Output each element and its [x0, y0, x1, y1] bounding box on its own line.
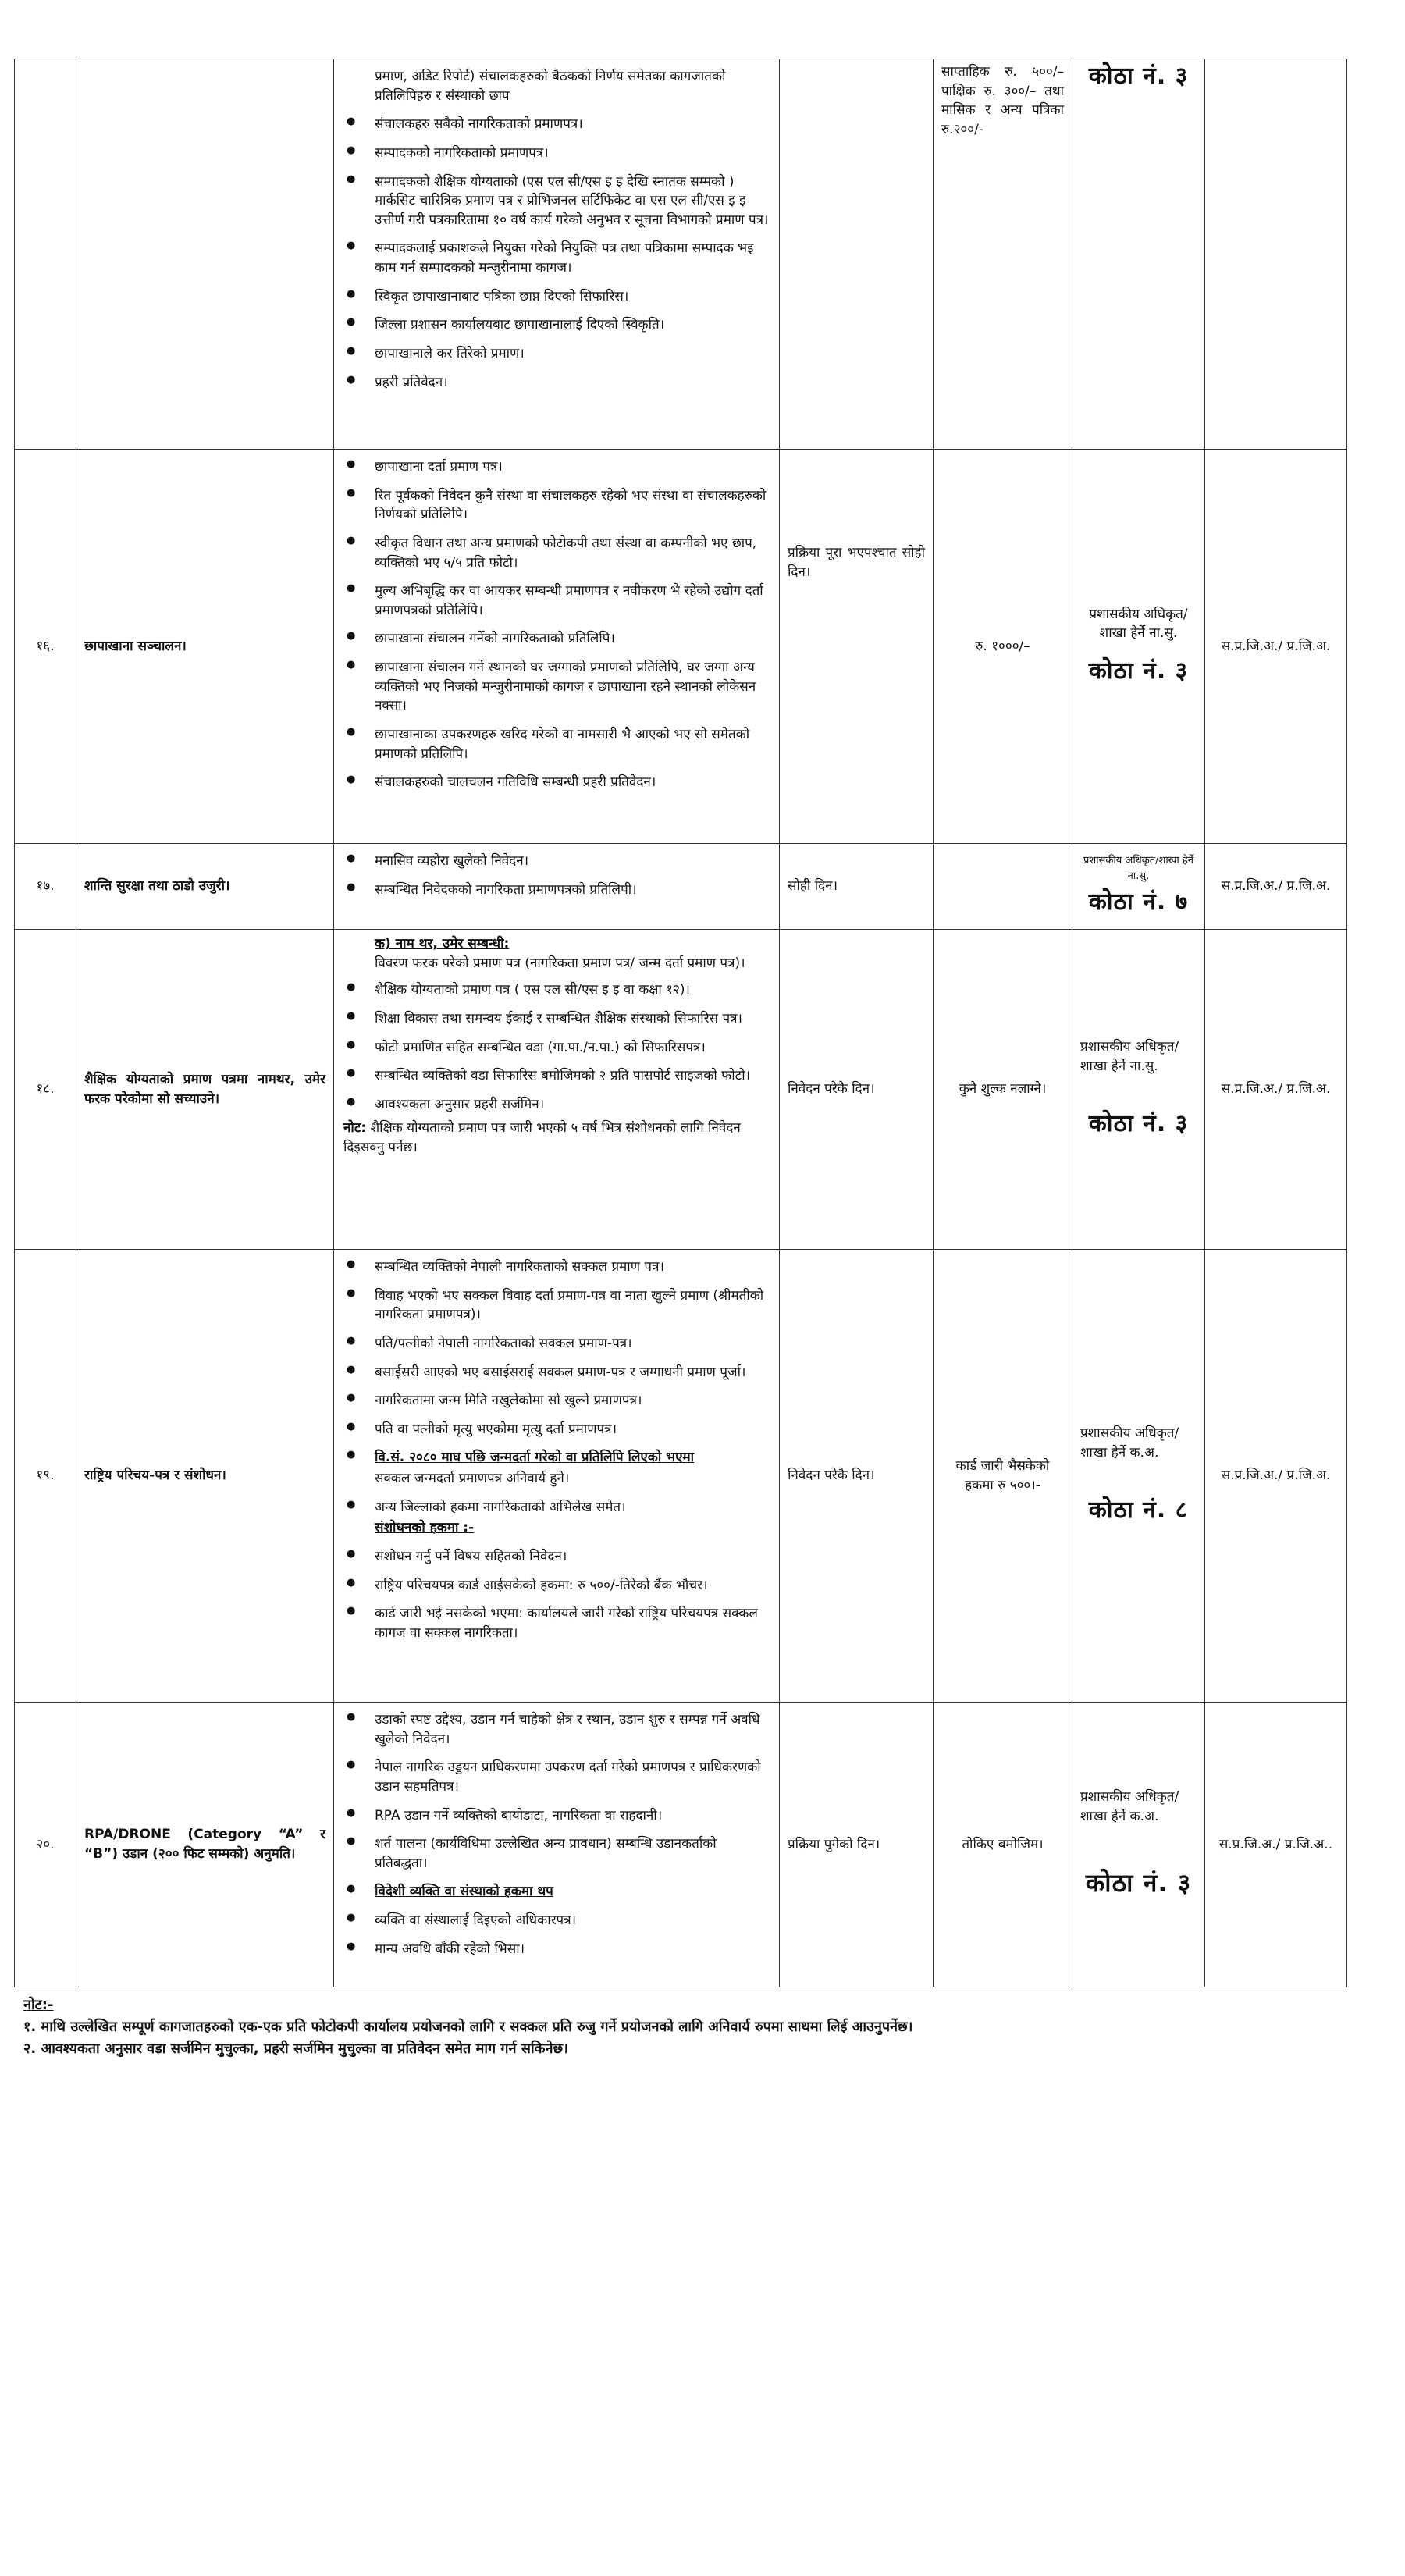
- grievance-cell: स.प्र.जि.अ./ प्र.जि.अ.: [1205, 450, 1347, 844]
- document-item-text: कार्ड जारी भई नसकेको भएमा: कार्यालयले जारी गरेको राष्ट्रिय परिचयपत्र सक्कल कागज वा सक्कल नागरिकता।: [375, 1606, 758, 1641]
- table-row: [15, 844, 1347, 930]
- document-item-text: सक्कल जन्मदर्ता प्रमाणपत्र अनिवार्य हुने।: [375, 1471, 570, 1487]
- document-item: ● छापाखानाले कर तिरेको प्रमाण।: [343, 344, 771, 364]
- document-item-text: विवाह भएको भए सक्कल विवाह दर्ता प्रमाण-पत्र वा नाता खुल्ने प्रमाण (श्रीमतीको नागरिकता प्रमाणपत्र)।: [375, 1287, 764, 1323]
- room-number: कोठा नं. ८: [1088, 1496, 1189, 1525]
- time-cell: [780, 59, 934, 450]
- document-item: ● प्रहरी प्रतिवेदन।: [343, 373, 771, 393]
- document-item: ● स्वीकृत विधान तथा अन्य प्रमाणको फोटोकपी तथा संस्था वा कम्पनीको भए छाप, व्यक्तिको भए ५/५ प्रति फोटो।: [343, 534, 771, 572]
- documents-heading: [343, 934, 771, 954]
- document-item-text: नेपाल नागरिक उड्डयन प्राधिकरणमा उपकरण दर्ता गरेको प्रमाणपत्र र प्राधिकरणको उडान सहमतिपत्र।: [375, 1759, 761, 1795]
- officer-cell: [1072, 1703, 1205, 1987]
- document-item: ● आवश्यकता अनुसार प्रहरी सर्जमिन।: [343, 1095, 771, 1115]
- officer-text: प्रशासकीय अधिकृत/शाखा हेर्ने ना.सु.: [1083, 855, 1193, 882]
- document-item: ● सम्बन्धित निवेदकको नागरिकता प्रमाणपत्रको प्रतिलिपी।: [343, 881, 771, 900]
- document-item: [343, 1498, 771, 1517]
- document-item-text: मान्य अवधि बाँकी रहेको भिसा।: [375, 1941, 525, 1957]
- documents-intro: विवरण फरक परेको प्रमाण पत्र (नागरिकता प्रमाण पत्र/ जन्म दर्ता प्रमाण पत्र)।: [375, 955, 745, 971]
- document-item-text: RPA उडान गर्ने व्यक्तिको बायोडाटा, नागरिकता वा राहदानी।: [375, 1807, 663, 1823]
- document-item: [343, 1806, 771, 1826]
- document-item: ● मुल्य अभिबृद्धि कर वा आयकर सम्बन्धी प्रमाणपत्र र नवीकरण भै रहेको उद्योग दर्ता प्रमाणपत्रको प्रतिलिपि।: [343, 582, 771, 620]
- document-item: ● सम्पादकलाई प्रकाशकले नियुक्त गरेको नियुक्ति पत्र तथा पत्रिकामा सम्पादक भइ काम गर्न सम्पादकको मन्जुरीनामा कागज।: [343, 239, 771, 277]
- notes-section: [23, 1994, 1350, 2060]
- document-item: ● मनासिव व्यहोरा खुलेको निवेदन।: [343, 852, 771, 871]
- document-item: [343, 1448, 771, 1468]
- fee-cell: साप्ताहिक रु. ५००/– पाक्षिक रु. ३००/– तथा मासिक र अन्य पत्रिका रु.२००/-: [934, 59, 1072, 450]
- note-text: शैक्षिक योग्यताको प्रमाण पत्र जारी भएको ५ वर्ष भित्र संशोधनको लागि निवेदन दिइसक्नु पर्नेछ।: [343, 1120, 741, 1156]
- document-item-text: उडाको स्पष्ट उद्देश्य, उडान गर्न चाहेको क्षेत्र र स्थान, उडान शुरु र सम्पन्न गर्ने अवधि खुलेको निवेदन।: [375, 1712, 760, 1747]
- fee-cell: तोकिए बमोजिम।: [934, 1703, 1072, 1987]
- time-cell: प्रक्रिया पुगेको दिन।: [780, 1703, 934, 1987]
- service-name-cell: राष्ट्रिय परिचय-पत्र र संशोधन।: [76, 1250, 334, 1703]
- document-item: [343, 1420, 771, 1439]
- document-item: [343, 1834, 771, 1873]
- document-item-text: राष्ट्रिय परिचयपत्र कार्ड आईसकेको हकमा: रु ५००/-तिरेको बैंक भौचर।: [375, 1577, 708, 1593]
- time-cell: प्रक्रिया पूरा भएपश्चात सोही दिन।: [780, 450, 934, 844]
- document-item: ● सम्पादकको शैक्षिक योग्यताको (एस एल सी/एस इ इ देखि स्नातक सम्मको ) मार्कसिट चारित्रिक प्रमाण पत्र र प्रोभिजनल सर्टिफिकेट वा एस एल सी/एस इ इ उत्तीर्ण गरी पत्रकारितामा १० वर्ष कार्य गरेको अनुभव र सूचना विभागको प्रमाण पत्र।: [343, 173, 771, 230]
- document-item: ● छापाखाना संचालन गर्नेको नागरिकताको प्रतिलिपि।: [343, 629, 771, 649]
- document-item: [343, 1286, 771, 1325]
- documents-cell: [334, 450, 780, 844]
- documents-heading-text: क) नाम थर, उमेर सम्बन्धी:: [375, 936, 510, 952]
- documents-list: [343, 980, 771, 1114]
- document-item: ● शैक्षिक योग्यताको प्रमाण पत्र ( एस एल सी/एस इ इ वा कक्षा १२)।: [343, 980, 771, 1000]
- document-item: [343, 1911, 771, 1930]
- documents-note: [343, 1119, 771, 1157]
- fee-cell: [934, 844, 1072, 930]
- documents-list: [343, 67, 771, 392]
- document-item-text: शर्त पालना (कार्यविधिमा उल्लेखित अन्य प्रावधान) सम्बन्धि उडानकर्ताको प्रतिबद्धता।: [375, 1836, 717, 1871]
- grievance-cell: स.प्र.जि.अ./ प्र.जि.अ..: [1205, 1703, 1347, 1987]
- serial-cell: २०.: [15, 1703, 76, 1987]
- documents-list: [343, 1710, 771, 1959]
- officer-cell: [1072, 930, 1205, 1250]
- note-item: १. माथि उल्लेखित सम्पूर्ण कागजातहरुको एक-एक प्रति फोटोकपी कार्यालय प्रयोजनको लागि र सक्कल प्रति रुजु गर्ने प्रयोजनको लागि अनिवार्य रुपमा साथमा लिई आउनुपर्नेछ।: [23, 2018, 913, 2035]
- table-row: [15, 930, 1347, 1250]
- document-item: [343, 1882, 771, 1902]
- table-row: [15, 1250, 1347, 1703]
- documents-cell: [334, 1703, 780, 1987]
- officer-cell: [1072, 59, 1205, 450]
- document-item-text: संशोधन गर्नु पर्ने विषय सहितको निवेदन।: [375, 1549, 567, 1565]
- notes-title: नोट:-: [23, 1997, 54, 2013]
- document-item: [343, 1710, 771, 1749]
- document-item: ● छापाखाना संचालन गर्ने स्थानको घर जग्गाको प्रमाणको प्रतिलिपि, घर जग्गा अन्य व्यक्तिको भए निजको मन्जुरीनामाको कागज र छापाखाना रहने स्थानको लोकेसन नक्सा।: [343, 658, 771, 716]
- document-item: ● छापाखानाका उपकरणहरु खरिद गरेको वा नामसारी भै आएको भए सो समेतको प्रमाणको प्रतिलिपि।: [343, 725, 771, 763]
- serial-cell: १८.: [15, 930, 76, 1250]
- service-name-cell: RPA/DRONE (Category “A” र “B”) उडान (२०० फिट सम्मको) अनुमति।: [76, 1703, 334, 1987]
- time-cell: निवेदन परेकै दिन।: [780, 1250, 934, 1703]
- serial-cell: १९.: [15, 1250, 76, 1703]
- document-item-text: अन्य जिल्लाको हकमा नागरिकताको अभिलेख समेत।: [375, 1499, 626, 1515]
- service-name-cell: शान्ति सुरक्षा तथा ठाडो उजुरी।: [76, 844, 334, 930]
- grievance-cell: स.प्र.जि.अ./ प्र.जि.अ.: [1205, 844, 1347, 930]
- officer-cell: [1072, 844, 1205, 930]
- document-item: [343, 1518, 771, 1538]
- document-item: ● सम्बन्धित व्यक्तिको वडा सिफारिस बमोजिमको २ प्रति पासपोर्ट साइजको फोटो।: [343, 1066, 771, 1086]
- officer-text: प्रशासकीय अधिकृत/शाखा हेर्ने ना.सु.: [1080, 1039, 1179, 1074]
- service-table: [14, 59, 1347, 1987]
- room-number: कोठा नं. ३: [1088, 656, 1189, 685]
- document-item: ● शिक्षा विकास तथा समन्वय ईकाई र सम्बन्धित शैक्षिक संस्थाको सिफारिस पत्र।: [343, 1009, 771, 1029]
- grievance-cell: स.प्र.जि.अ./ प्र.जि.अ.: [1205, 1250, 1347, 1703]
- document-item-text: वि.सं. २०८० माघ पछि जन्मदर्ता गरेको वा प्रतिलिपि लिएको भएमा: [375, 1450, 695, 1466]
- document-item-text: पति/पत्नीको नेपाली नागरिकताको सक्कल प्रमाण-पत्र।: [375, 1335, 632, 1351]
- document-item: ● जिल्ला प्रशासन कार्यालयबाट छापाखानालाई दिएको स्विकृति।: [343, 315, 771, 335]
- serial-cell: १७.: [15, 844, 76, 930]
- officer-cell: [1072, 1250, 1205, 1703]
- officer-cell: [1072, 450, 1205, 844]
- table-row: [15, 450, 1347, 844]
- document-item-text: विदेशी व्यक्ति वा संस्थाको हकमा थप: [375, 1884, 553, 1900]
- document-item: ● रित पूर्वकको निवेदन कुनै संस्था वा संचालकहरु रहेको भए संस्था वा संचालकहरुको निर्णयको प्रतिलिपि।: [343, 486, 771, 525]
- document-item: ● संचालकहरु सबैको नागरिकताको प्रमाणपत्र।: [343, 115, 771, 134]
- document-item: ● सम्पादकको नागरिकताको प्रमाणपत्र।: [343, 144, 771, 163]
- room-number: कोठा नं. ३: [1085, 1868, 1192, 1898]
- document-item: [343, 1547, 771, 1567]
- time-cell: सोही दिन।: [780, 844, 934, 930]
- document-item: ● संचालकहरुको चालचलन गतिविधि सम्बन्धी प्रहरी प्रतिवेदन।: [343, 773, 771, 792]
- fee-cell: रु. १०००/–: [934, 450, 1072, 844]
- table-row: [15, 59, 1347, 450]
- time-cell: निवेदन परेकै दिन।: [780, 930, 934, 1250]
- fee-cell: कार्ड जारी भैसकेको हकमा रु ५००।-: [934, 1250, 1072, 1703]
- documents-cell: [334, 844, 780, 930]
- service-name-cell: [76, 59, 334, 450]
- document-item: [343, 1576, 771, 1596]
- document-item: प्रमाण, अडिट रिपोर्ट) संचालकहरुको बैठकको निर्णय समेतका कागजातको प्रतिलिपिहरु र संस्थाको छाप: [375, 69, 726, 104]
- room-number: कोठा नं. ३: [1088, 62, 1189, 90]
- service-name-cell: शैक्षिक योग्यताको प्रमाण पत्रमा नामथर, उमेर फरक परेकोमा सो सच्याउने।: [76, 930, 334, 1250]
- document-item: [343, 1363, 771, 1382]
- officer-text: प्रशासकीय अधिकृत/शाखा हेर्ने क.अ.: [1080, 1789, 1179, 1824]
- document-item-text: सम्बन्धित व्यक्तिको नेपाली नागरिकताको सक्कल प्रमाण पत्र।: [375, 1259, 664, 1275]
- document-item-text: नागरिकतामा जन्म मिति नखुलेकोमा सो खुल्ने प्रमाणपत्र।: [375, 1393, 642, 1409]
- note-label: नोट:: [343, 1120, 367, 1137]
- room-number: कोठा नं. ३: [1088, 1110, 1189, 1138]
- service-table-wrapper: [14, 59, 1346, 1987]
- document-item-text: बसाईसरी आएको भए बसाईसराई सक्कल प्रमाण-पत्र र जग्गाधनी प्रमाण पूर्जा।: [375, 1364, 746, 1380]
- document-item: ● स्विकृत छापाखानाबाट पत्रिका छाप्न दिएको सिफारिस।: [343, 287, 771, 307]
- documents-cell: [334, 59, 780, 450]
- document-item: [343, 1469, 771, 1489]
- document-item: ● फोटो प्रमाणित सहित सम्बन्धित वडा (गा.पा./न.पा.) को सिफारिसपत्र।: [343, 1038, 771, 1058]
- documents-list: [343, 457, 771, 792]
- table-row: [15, 1703, 1347, 1987]
- note-item: २. आवश्यकता अनुसार वडा सर्जमिन मुचुल्का, प्रहरी सर्जमिन मुचुल्का वा प्रतिवेदन समेत माग गर्न सकिनेछ।: [23, 2040, 568, 2057]
- serial-cell: [15, 59, 76, 450]
- fee-cell: कुनै शुल्क नलाग्ने।: [934, 930, 1072, 1250]
- document-item: [343, 1604, 771, 1642]
- documents-cell: [334, 930, 780, 1250]
- room-number: कोठा नं. ७: [1088, 888, 1189, 916]
- grievance-cell: [1205, 59, 1347, 450]
- document-item-text: व्यक्ति वा संस्थालाई दिइएको अधिकारपत्र।: [375, 1912, 577, 1929]
- officer-text: प्रशासकीय अधिकृत/शाखा हेर्ने ना.सु.: [1089, 606, 1188, 642]
- document-item: ● छापाखाना दर्ता प्रमाण पत्र।: [343, 457, 771, 477]
- officer-text: प्रशासकीय अधिकृत/शाखा हेर्ने क.अ.: [1080, 1425, 1179, 1461]
- documents-list: [343, 1258, 771, 1643]
- document-item-text: पति वा पत्नीको मृत्यु भएकोमा मृत्यु दर्ता प्रमाणपत्र।: [375, 1421, 617, 1437]
- document-item-text: संशोधनको हकमा :-: [375, 1520, 475, 1536]
- documents-list: [343, 852, 771, 899]
- document-item: [343, 1258, 771, 1277]
- grievance-cell: स.प्र.जि.अ./ प्र.जि.अ.: [1205, 930, 1347, 1250]
- document-item: [343, 1334, 771, 1354]
- documents-cell: [334, 1250, 780, 1703]
- document-item: [343, 1940, 771, 1959]
- serial-cell: १६.: [15, 450, 76, 844]
- document-item: [343, 1391, 771, 1411]
- service-name-cell: छापाखाना सञ्चालन।: [76, 450, 334, 844]
- document-item: [343, 1758, 771, 1796]
